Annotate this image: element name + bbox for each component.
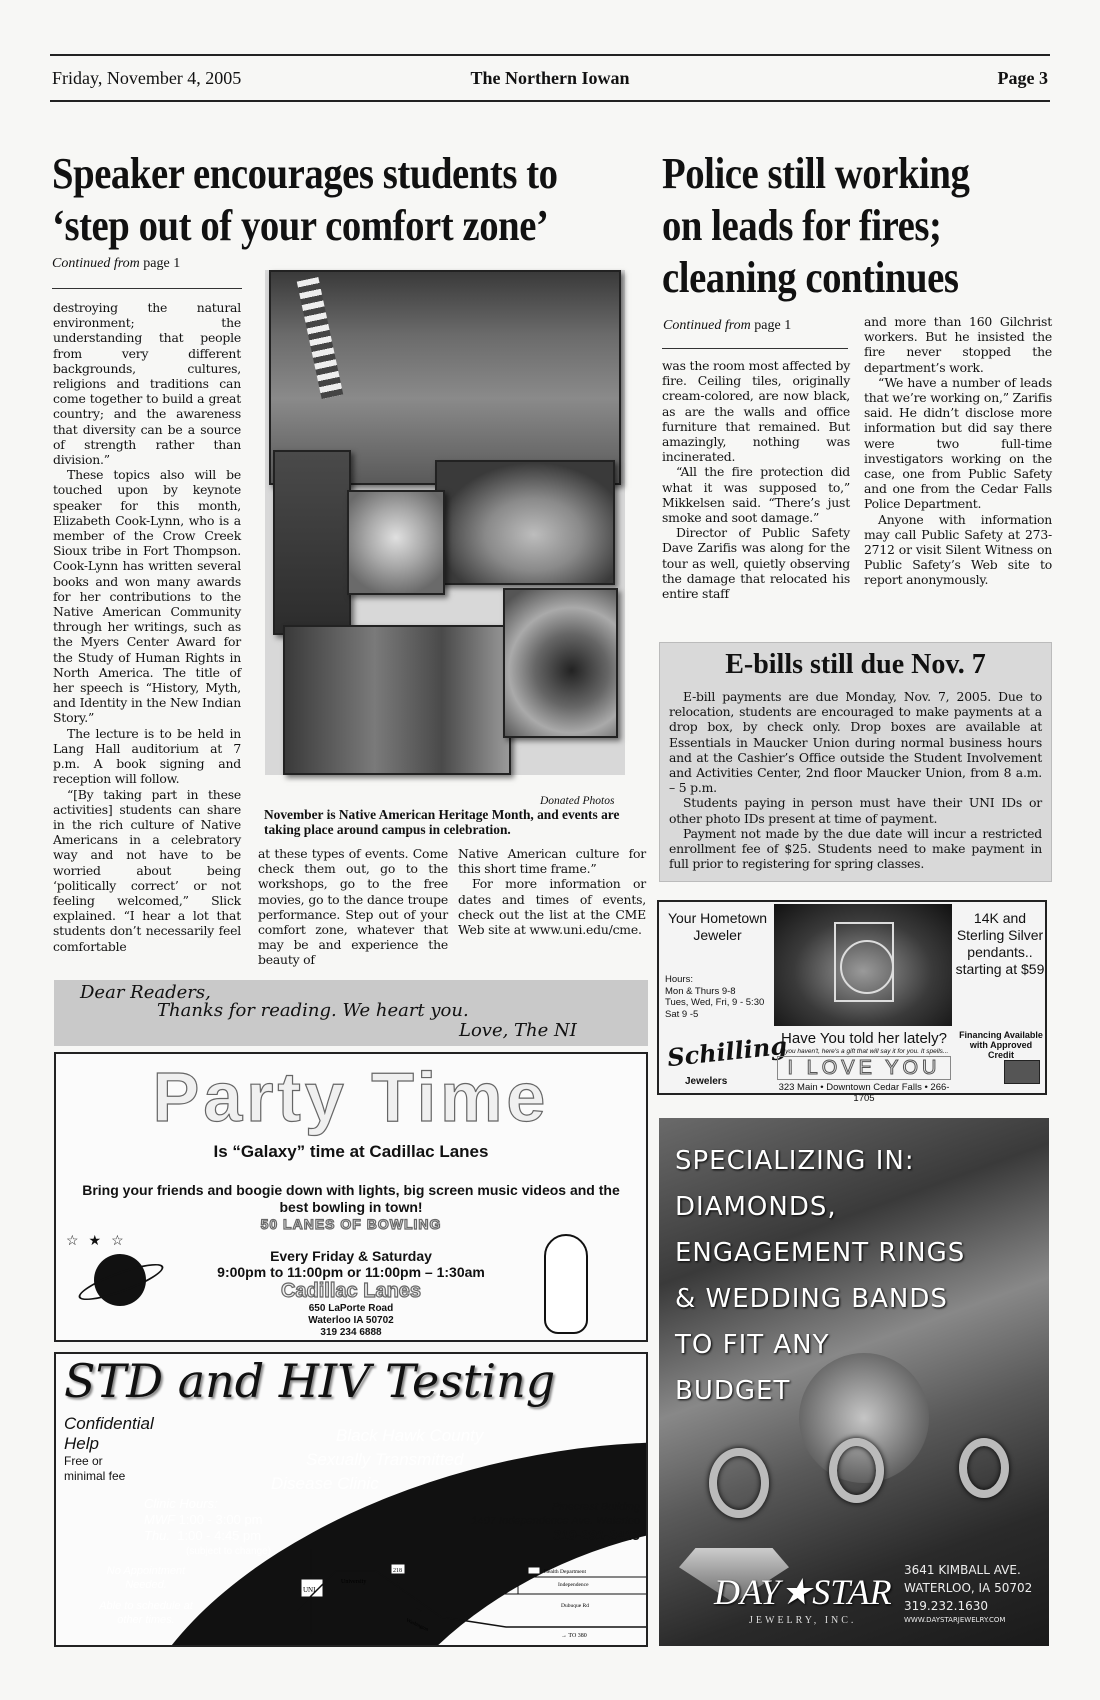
clinic-phone: 319-291-2413 — [552, 1527, 640, 1543]
police-headline — [662, 148, 1062, 304]
dancer-photo — [273, 450, 351, 635]
paragraph: Students paying in person must have their UNI IDs or other photo IDs present at time of payment. — [669, 795, 1042, 826]
hours-line: Mon & Thurs 9-8 — [665, 985, 736, 997]
std-testing-ad — [54, 1352, 648, 1647]
police-headline-line1: Police still working — [662, 149, 970, 198]
svg-text:→ TO 380: → TO 380 — [561, 1633, 587, 1639]
regalia-photo — [283, 625, 511, 775]
speaker-col2 — [258, 846, 448, 968]
paragraph: Native American culture for this short time frame.” — [458, 846, 646, 877]
police-headline-line3: cleaning continues — [662, 253, 959, 302]
paragraph: These topics also will be touched upon by keynote speaker for this month, Elizabeth Cook-Lynn, who is a member of the Crow Creek Sioux tribe in Fort Thompson. Cook-Lynn has written several books and won many awards for her contributions to the Native American Community through her writings, such as the Myers Center Award for the Study of Human Rights in North America. The title of her speech is “History, Myth, and Identity in the New Indian Story.” — [53, 467, 241, 726]
police-continued — [663, 318, 791, 334]
building-name: Pinecrest Building — [551, 1501, 640, 1513]
police-headline-line2: on leads for fires; — [662, 201, 942, 250]
spec-line: TO FIT ANY — [675, 1330, 830, 1360]
note-greeting: Dear Readers, — [80, 982, 211, 1003]
party-time-title: Party Time — [152, 1058, 550, 1136]
police-col2 — [864, 314, 1052, 588]
confidential-text — [64, 1414, 154, 1454]
venue-phone: 319 234 6888 — [320, 1327, 382, 1338]
flag-icon — [297, 277, 343, 399]
photo-collage — [265, 270, 625, 775]
stars-icon: ☆★☆ — [66, 1232, 134, 1248]
paragraph: For more information or dates and times of events, check out the list at the CME Web site at www.uni.edu/cme. — [458, 876, 646, 938]
spec-line: & WEDDING BANDS — [675, 1284, 948, 1314]
galaxy-subtitle: Is “Galaxy” time at Cadillac Lanes — [213, 1142, 489, 1161]
pendant-promo: 14K and Sterling Silver pendants.. starting at $59 — [955, 910, 1045, 977]
paragraph: at these types of events. Come check them out, go to the workshops, go to the free movies, go to the dance troupe performance. Step out of your comfort zone, whatever that may be and experience the beauty of — [258, 846, 448, 968]
paragraph: “All the fire protection did what it was supposed to,” Mikkelsen said. “There’s just smoke and soot damage.” — [662, 464, 850, 526]
ad-headline: Have You told her lately? — [781, 1030, 947, 1047]
store-hours — [665, 974, 764, 1020]
feather-bustle-photo — [503, 588, 618, 738]
masthead — [52, 68, 1048, 92]
paragraph: E-bill payments are due Monday, Nov. 7, 2005. Due to relocation, students are encouraged to make payments at a drop box, by check only. Drop boxes are available at Essentials in Maucker Union during normal business hours and at the Cashier’s Office outside the Student Involvement and Activities Center, 2nd floor Maucker Union, from 8 a.m. – 5 p.m. — [669, 689, 1042, 796]
continued-label: Continued from — [52, 256, 140, 271]
spec-line: BUDGET — [675, 1376, 791, 1406]
cadillac-lanes-ad — [54, 1052, 648, 1342]
schedule-note: Able to schedule at other times. — [99, 1600, 193, 1626]
paragraph: and more than 160 Gilchrist workers. But he insisted the fire never stopped the department’s work. — [864, 314, 1052, 375]
ebills-notice — [659, 642, 1052, 882]
spec-line: SPECIALIZING IN: — [675, 1146, 915, 1176]
fee-text: Free or minimal fee — [64, 1454, 126, 1483]
hours-label: Clinic Hours: — [144, 1496, 218, 1511]
ebills-title: E-bills still due Nov. 7 — [725, 649, 986, 680]
daystar-contact — [904, 1561, 1032, 1625]
clinic-name-3: Disease Clinic — [271, 1474, 379, 1493]
photo-credit: Donated Photos — [540, 795, 615, 807]
street-address: 1407 Independence Ave. Waterloo — [471, 1515, 640, 1527]
readers-note — [54, 980, 648, 1046]
ad-subline: If you haven't, here's a gift that will say it for you. It spells... — [779, 1048, 949, 1055]
website: WWW.DAYSTARJEWELRY.COM — [904, 1616, 1006, 1624]
divider — [52, 288, 242, 289]
paragraph: Director of Public Safety Dave Zarifis was along for the tour as well, quietly observing the damage that relocated his entire staff — [662, 525, 850, 602]
svg-text:Independence: Independence — [558, 1582, 589, 1588]
svg-text:Dubuque Rd: Dubuque Rd — [561, 1603, 589, 1609]
photo-caption: November is Native American Heritage Month, and events are taking place around campus in celebration. — [264, 807, 620, 837]
ad-body: Bring your friends and boogie down with lights, big screen music videos and the best bowling in town! — [82, 1182, 620, 1215]
speaker-col1 — [53, 300, 241, 954]
hours-day: MWF — [144, 1512, 176, 1527]
clinic-name-2: Sexually Transmitted — [306, 1450, 464, 1469]
address-line: 3641 KIMBALL AVE. — [904, 1563, 1021, 1577]
page-number: Page 3 — [997, 68, 1048, 88]
continued-label: Continued from — [663, 318, 751, 333]
speaker-col3 — [458, 846, 646, 937]
speaker-headline-line2: ‘step out of your comfort zone’ — [52, 201, 549, 250]
svg-text:University: University — [341, 1579, 367, 1585]
paragraph: The lecture is to be held in Lang Hall auditorium at 7 p.m. A book signing and reception will follow. — [53, 725, 241, 787]
note-signoff: Love, The NI — [459, 1020, 577, 1041]
financing-note: Financing Available with Approved Credit — [959, 1030, 1043, 1060]
ebills-body — [669, 689, 1042, 871]
clinic-name-1: Black Hawk County — [336, 1426, 484, 1445]
drum-photo — [435, 460, 615, 585]
ad-address: 323 Main • Downtown Cedar Falls • 266-1705 — [778, 1082, 950, 1104]
venue-street: 650 LaPorte Road — [308, 1303, 394, 1314]
paragraph: destroying the natural environment; the understanding that people from very different backgrounds, cultures, religions and traditions can come together to build a great country; and the awareness that diversity can be a source of strength rather than division.” — [53, 300, 241, 468]
daystar-brand-sub: JEWELRY, INC. — [749, 1615, 857, 1626]
ring-icon — [829, 1438, 884, 1503]
clinic-hours — [144, 1496, 271, 1560]
hours-time: 1:00 - 3:00 pm — [178, 1512, 263, 1527]
paragraph: was the room most affected by fire. Ceiling tiles, originally cream-colored, are now black, as are the walls and office furniture that remained. But amazingly, nothing was incinerated. — [662, 358, 850, 465]
phone: 319.232.1630 — [904, 1599, 988, 1613]
issue-date: Friday, November 4, 2005 — [52, 68, 242, 88]
schilling-jewelers-ad — [657, 900, 1047, 1104]
hours-line: Sat 9 -5 — [665, 1008, 699, 1020]
note-body: Thanks for reading. We heart you. — [157, 1000, 469, 1021]
venue-city: Waterloo IA 50702 — [308, 1315, 394, 1326]
masthead-top-rule — [50, 54, 1050, 56]
police-col1 — [662, 358, 850, 601]
daystar-jewelry-ad — [659, 1118, 1049, 1646]
speaker-portrait-photo — [347, 490, 445, 595]
speaker-headline-line1: Speaker encourages students to — [52, 149, 558, 198]
speaker-continued — [52, 256, 180, 272]
venue-name: Cadillac Lanes — [280, 1280, 422, 1302]
svg-text:UNI: UNI — [303, 1586, 316, 1594]
ring-icon — [709, 1448, 769, 1518]
event-days: Every Friday & Saturday — [270, 1248, 432, 1264]
continued-page: page 1 — [143, 256, 181, 271]
pendant-photo — [774, 904, 952, 1026]
paragraph: Payment not made by the due date will incur a restricted enrollment fee of $25. Students need to make payment in full prior to registering for spring classes. — [669, 825, 1042, 872]
pendant-icon — [834, 922, 894, 1002]
clinic-map — [296, 1549, 646, 1644]
hours-label: Hours: — [665, 974, 693, 985]
svg-text:Health Department: Health Department — [544, 1569, 586, 1575]
svg-text:218: 218 — [393, 1568, 402, 1574]
spec-line: DIAMONDS, — [675, 1192, 837, 1222]
spec-line: ENGAGEMENT RINGS — [675, 1238, 966, 1268]
paper-name: The Northern Iowan — [470, 68, 630, 88]
ring-icon — [959, 1438, 1009, 1498]
svg-text:Washington: Washington — [405, 1618, 429, 1633]
daystar-brand: DAY★STAR — [714, 1572, 892, 1612]
i-love-you-letters: I LOVE YOU — [777, 1056, 951, 1080]
paragraph: “[By taking part in these activities] students can share in the rich culture of Native Americans in a celebratory way and not have to be worried about being ‘politically correct’ or not feeling welcomed,” Slick explained. “I hear a lot that students don’t necessarily feel comfortable — [53, 786, 241, 954]
hours-day: Thu. — [144, 1528, 171, 1543]
clinic-address — [471, 1500, 640, 1542]
hours-note: (subject to change) — [186, 1546, 272, 1557]
help-label: Help — [64, 1434, 99, 1453]
hours-line: Tues, Wed, Fri, 9 - 5:30 — [665, 997, 765, 1008]
bowling-pin-mascot-icon — [544, 1234, 588, 1334]
hours-time: 1:00 - 4:45 pm — [177, 1528, 262, 1543]
no-appointment: No Appointment Needed. — [106, 1565, 186, 1591]
schilling-logo-sub: Jewelers — [685, 1076, 728, 1087]
std-title: STD and HIV Testing — [64, 1354, 556, 1408]
lanes-count: 50 LANES OF BOWLING — [260, 1216, 442, 1232]
divider — [662, 348, 848, 349]
masthead-bottom-rule — [50, 100, 1050, 102]
schilling-logo: Schilling — [665, 1030, 789, 1073]
paragraph: Anyone with information may call Public Safety at 273-2712 or visit Silent Witness on Public Safety’s Web site to report anonymously. — [864, 511, 1052, 588]
paragraph: “We have a number of leads that we’re working on,” Zarifis said. He didn’t disclose more information but did say there were two full-time investigators working on the case, one from Public Safety and one from the Cedar Falls Police Department. — [864, 374, 1052, 512]
speaker-headline — [52, 148, 752, 252]
address-line: WATERLOO, IA 50702 — [904, 1581, 1033, 1595]
confidential-label: Confidential — [64, 1414, 154, 1433]
event-times: 9:00pm to 11:00pm or 11:00pm – 1:30am — [217, 1264, 485, 1280]
credit-card-icon — [1004, 1060, 1040, 1084]
ad-tagline: Your Hometown Jeweler — [667, 910, 768, 943]
continued-page: page 1 — [754, 318, 792, 333]
